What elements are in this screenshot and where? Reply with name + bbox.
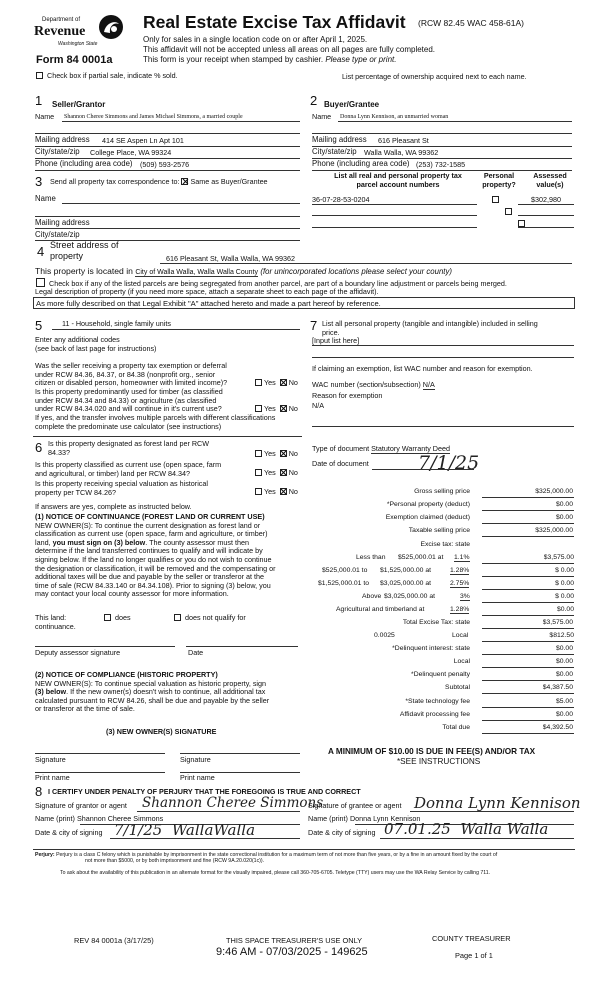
ag-timber-row <box>312 605 574 616</box>
buyer-name-label: Name <box>312 112 332 121</box>
located-value[interactable]: City of Walla Walla, Walla Walla County <box>135 269 258 276</box>
s6-q2-answers <box>253 469 298 478</box>
exemption-deduct-label: Exemption claimed (deduct) <box>385 514 470 521</box>
legal-description-box[interactable] <box>33 297 575 309</box>
q2a: Is this property predominantly used for timber (as classified <box>35 387 223 396</box>
total-state-row <box>312 618 574 629</box>
subtotal-row <box>312 683 574 694</box>
revenue-logo <box>34 14 124 54</box>
local-tax-row <box>312 631 574 642</box>
parcel-col1a: List all real and personal property tax <box>334 171 462 180</box>
s6-q1-no-label: No <box>288 449 298 458</box>
s6-q1-yes-label: Yes <box>264 449 276 458</box>
personal-property-checkbox-2[interactable] <box>505 208 512 215</box>
notice-continuance <box>35 513 305 599</box>
parcel-row2-underline <box>312 215 477 216</box>
s6-q3-answers <box>253 488 298 497</box>
processing-fee-value[interactable]: $0.00 <box>482 711 574 721</box>
notice2-line1: NEW OWNER(S): To continue special valuation as historic property, sign <box>35 678 267 688</box>
availability-note: To ask about the availability of this publication in an alternate format for the visually impaired, please call 360-705-6705. Teletype (TTY) users may use the WA Relay Service by calling 711. <box>60 870 491 876</box>
continuance-label: continuance. <box>35 622 76 631</box>
street-label-2: property <box>50 251 84 261</box>
additional-codes-line2: (see back of last page for instructions) <box>35 343 157 353</box>
total-state-label: Total Excise Tax: state <box>402 619 470 626</box>
notice2-line2a: (3) below <box>35 687 67 697</box>
section4-number: 4 <box>37 244 45 259</box>
q2-yes-checkbox[interactable] <box>255 405 262 412</box>
s6-q2-yes-checkbox[interactable] <box>255 469 262 476</box>
exemption-deduct-row <box>312 513 574 524</box>
section3-send-label: Send all property tax correspondence to: <box>50 177 180 186</box>
grantee-sig-label: Signature of grantee or agent <box>308 801 402 810</box>
seller-heading: Seller/Grantor <box>52 100 106 109</box>
parcel-col1b: parcel account numbers <box>356 179 440 189</box>
street-label <box>50 240 119 262</box>
q1-yes-checkbox[interactable] <box>255 379 262 386</box>
section2-number: 2 <box>310 93 318 108</box>
subtotal-label: Subtotal <box>445 684 470 691</box>
buyer-city-label: City/state/zip <box>312 147 357 156</box>
notice1-line3c: . The county assessor must then <box>145 537 249 547</box>
value-row1-underline <box>518 204 574 205</box>
owner-print1-label: Print name <box>35 773 70 782</box>
see-instructions-note: *SEE INSTRUCTIONS <box>397 757 481 766</box>
seller-city-label: City/state/zip <box>35 147 80 156</box>
seller-city[interactable]: College Place, WA 99324 <box>90 148 172 157</box>
bracket1-a: Less than <box>356 554 386 561</box>
personal-list-underline2 <box>312 357 574 358</box>
personal-property-instructions <box>322 320 538 337</box>
partial-sale-label: Check box if partial sale, indicate % sold. <box>47 71 178 80</box>
forest-question <box>48 440 209 457</box>
parcel-col-header-2 <box>474 172 524 189</box>
personal-deduct-label: *Personal property (deduct) <box>386 501 470 508</box>
q2b: under RCW 84.34 and 84.33) or agriculture (as classified <box>35 395 217 405</box>
seller-name[interactable]: Shannon Cheree Simmons and James Michael Simmons, a married couple <box>64 114 243 120</box>
tech-fee-value[interactable]: $5.00 <box>482 698 574 708</box>
header-line1: Only for sales in a single location code on or after April 1, 2025. <box>143 35 368 44</box>
delinquent-interest-value[interactable]: $0.00 <box>482 645 574 655</box>
ag-timber-value[interactable]: $0.00 <box>482 606 574 616</box>
s6-q2a: Is this property classified as current use (open space, farm <box>35 460 222 469</box>
total-due-row <box>312 723 574 734</box>
page-indicator: Page 1 of 1 <box>455 951 493 960</box>
historic-question <box>35 480 208 497</box>
logo-dept-line1: Department of <box>42 17 81 23</box>
seller-phone-underline <box>35 170 300 171</box>
bracket3-a: $1,525,000.01 to <box>318 580 370 587</box>
tech-fee-row <box>312 697 574 708</box>
grantee-sig-underline <box>410 811 574 812</box>
taxable-label: Taxable selling price <box>408 527 470 534</box>
s6-q3-yes-checkbox[interactable] <box>255 488 262 495</box>
notice2-line3: calculated pursuant to RCW 84.26, shall be due and payable by the seller <box>35 695 270 705</box>
deputy-date-underline <box>186 646 298 647</box>
gross-label: Gross selling price <box>414 488 470 495</box>
notice1-line1: NEW OWNER(S): To continue the current designation as forest land or <box>35 520 261 530</box>
q1b: under RCW 84.36, 84.37, or 84.38 (nonprofit org., senior <box>35 369 216 379</box>
s6-q1a: Is this property designated as forest land per RCW <box>48 439 209 448</box>
q1-yes-label: Yes <box>264 378 276 387</box>
section3-mailing-label: Mailing address <box>35 218 90 227</box>
logo-dept-line2: Revenue <box>34 24 86 39</box>
bracket2-row <box>312 566 574 577</box>
form-number: Form 84 0001a <box>36 54 113 66</box>
legal-description: As more fully described on that Legal Exhibit "A" attached hereto and made a part hereof by reference. <box>36 298 381 308</box>
q3a: If yes, and the transfer involves multiple parcels with different classifications <box>35 413 276 422</box>
notice2-title: (2) NOTICE OF COMPLIANCE (HISTORIC PROPERTY) <box>35 670 218 679</box>
section5-number: 5 <box>35 318 43 333</box>
doc-type-label: Type of document <box>312 444 370 453</box>
additional-codes-label <box>35 336 156 353</box>
timber-question <box>35 388 223 414</box>
s7-line1: List all personal property (tangible and intangible) included in selling <box>322 319 538 328</box>
section7-number: 7 <box>310 318 318 333</box>
use-code-underline <box>52 329 300 330</box>
s6-q2-no-label: No <box>288 468 298 477</box>
wac-row <box>312 381 435 390</box>
partial-sale-row <box>34 72 178 81</box>
bracket1-rate: 1.1% <box>454 554 470 561</box>
bracket4-b: $3,025,000.00 at <box>384 593 436 600</box>
delinquent-local-label: Local <box>453 658 470 665</box>
new-owner-signature-title: (3) NEW OWNER(S) SIGNATURE <box>106 727 217 736</box>
seller-mailing[interactable]: 414 SE Aspen Ln Apt 101 <box>102 136 184 145</box>
personal-property-checkbox-1[interactable] <box>492 196 499 203</box>
s6-q1-answers <box>253 450 298 459</box>
local-value[interactable]: $812.50 <box>482 632 574 642</box>
section3-name-underline <box>62 203 300 204</box>
property-street[interactable]: 616 Pleasant St, Walla Walla, WA 99362 <box>166 254 296 263</box>
bracket2-a: $525,000.01 to <box>322 567 368 574</box>
notice1-line9: may contact your local county assessor for more information. <box>35 589 229 599</box>
q1c: citizen or disabled person, homeowner with limited income)? <box>35 378 228 388</box>
processing-fee-row <box>312 710 574 721</box>
s7-line2: price. <box>322 327 340 337</box>
buyer-city[interactable]: Walla Walla, WA 99362 <box>364 148 439 157</box>
bracket3-row <box>312 579 574 590</box>
grantee-date-underline <box>380 838 574 839</box>
notice1-line4: determine if the land transferred continues to qualify and will indicate by <box>35 546 263 556</box>
same-as-buyer-checkbox[interactable] <box>181 178 188 185</box>
current-use-question <box>35 461 221 478</box>
delinquent-local-row <box>312 657 574 668</box>
total-state-value[interactable]: $3,575.00 <box>482 619 574 629</box>
street-label-1: Street address of <box>50 240 119 250</box>
doc-type-value[interactable]: Statutory Warranty Deed <box>371 444 450 453</box>
section3-number: 3 <box>35 174 43 189</box>
notice1-line8: time of sale (RCW 84.33.140 or 84.34.108). Prior to signing (3) below, you <box>35 580 271 590</box>
multiple-parcels-note <box>35 414 275 431</box>
wac-value[interactable]: N/A <box>422 380 435 389</box>
notice1-title: (1) NOTICE OF CONTINUANCE (FOREST LAND OR CURRENT USE) <box>35 512 265 521</box>
personal-deduct-value[interactable]: $0.00 <box>482 501 574 511</box>
grantee-name[interactable]: Donna Lynn Kennison <box>349 814 421 823</box>
parcel-number-1[interactable]: 36-07-28-53-0204 <box>312 195 370 204</box>
s6-q2b: and agricultural, or timber) land per RCW 84.34? <box>35 468 191 478</box>
county-treasurer-label: COUNTY TREASURER <box>432 934 511 943</box>
bracket3-b: $3,025,000.00 at <box>380 580 432 587</box>
section3-send-row <box>50 178 268 187</box>
doc-date-underline <box>372 469 474 470</box>
q3b: complete the predominate use calculator (see instructions) <box>35 421 222 431</box>
logo-swirl-icon <box>98 14 124 40</box>
seller-name-label: Name <box>35 112 55 121</box>
segregation-checkbox[interactable] <box>36 278 45 287</box>
minimum-fee-note: A MINIMUM OF $10.00 IS DUE IN FEE(S) AND/OR TAX <box>328 747 536 756</box>
owner-print2-label: Print name <box>180 773 215 782</box>
q1-answers <box>253 379 298 388</box>
reason-label: Reason for exemption <box>312 391 383 400</box>
taxable-price-row <box>312 526 574 537</box>
bracket4-a: Above <box>362 593 382 600</box>
perjury-text1: Perjury is a class C felony which is punishable by imprisonment in the state correctional institution for a maximum term of not more than five years, or by a fine in an amount fixed by the court of <box>56 852 498 858</box>
section1-number: 1 <box>35 93 43 108</box>
parcel-col-header-3 <box>524 172 576 189</box>
list-percentage-note: List percentage of ownership acquired next to each name. <box>342 72 527 81</box>
bracket1-b: $525,000.01 at <box>398 554 444 561</box>
s6-q3b: property per TCW 84.26? <box>35 487 116 497</box>
buyer-mailing-label: Mailing address <box>312 135 367 144</box>
exemption-deduct-value[interactable]: $0.00 <box>482 514 574 524</box>
s6-q3-yes-label: Yes <box>264 487 276 496</box>
perjury-line2: not more than $5000, or by both imprisonment and fine (RCW 9A.20.020(1c)). <box>85 858 265 865</box>
owner-sig1-underline[interactable] <box>35 753 165 754</box>
owner-sig2-underline[interactable] <box>180 753 300 754</box>
certify-statement: I CERTIFY UNDER PENALTY OF PERJURY THAT THE FOREGOING IS TRUE AND CORRECT <box>48 787 361 796</box>
notice2-line2b: . If the new owner(s) doesn't wish to continue, all additional tax <box>66 687 266 697</box>
bracket4-value[interactable]: $ 0.00 <box>482 593 574 603</box>
parcel-row3-underline <box>312 227 477 228</box>
grantee-signature[interactable]: Donna Lynn Kennison <box>414 794 581 812</box>
s6-q3-no-label: No <box>288 487 298 496</box>
gross-value[interactable]: $325,000.00 <box>482 488 574 498</box>
bracket4-row <box>312 592 574 603</box>
segregation-label: Check box if any of the listed parcels are being segregated from another parcel, are part of a boundary line adjustment or parcels being merged. <box>49 279 507 288</box>
seller-mailing-label: Mailing address <box>35 135 90 144</box>
parcel-col-header-1 <box>318 172 478 189</box>
treasurer-use-label: THIS SPACE TREASURER'S USE ONLY <box>226 936 363 945</box>
parcel-row1-underline <box>312 204 477 205</box>
grantee-date-city[interactable]: 07.01.25 Walla Walla <box>384 820 549 838</box>
q1-no-label: No <box>288 378 298 387</box>
use-code[interactable]: 11 - Household, single family units <box>62 319 171 328</box>
delinquent-penalty-label: *Delinquent penalty <box>411 671 470 678</box>
buyer-phone[interactable]: (253) 732-1585 <box>416 160 466 169</box>
excise-state-row <box>312 540 574 551</box>
header-line2: This affidavit will not be accepted unless all areas on all pages are fully completed. <box>143 45 436 54</box>
header-line3b: Please type or print. <box>325 55 397 64</box>
seller-phone-label: Phone (including area code) <box>35 159 133 168</box>
owner-sig1-label: Signature <box>35 755 66 764</box>
value-row3-underline <box>518 227 574 228</box>
does-checkbox[interactable] <box>104 614 111 621</box>
grantor-sig-underline <box>137 811 300 812</box>
total-due-value[interactable]: $4,392.50 <box>482 724 574 734</box>
notice1-line5: signing below. If the land no longer qualifies or you do not wish to continue <box>35 554 272 564</box>
reason-value[interactable]: N/A <box>312 401 324 410</box>
personal-property-checkbox-3[interactable] <box>518 220 525 227</box>
wac-label: WAC number (section/subsection) <box>312 380 421 389</box>
located-label: This property is located in <box>35 266 133 276</box>
seller-phone[interactable]: (509) 593-2576 <box>140 160 190 169</box>
s6-q3-no-checkbox[interactable] <box>280 488 287 495</box>
ag-timber-rate: 1.28% <box>450 606 470 613</box>
bracket2-value[interactable]: $ 0.00 <box>482 567 574 577</box>
subtotal-value[interactable]: $4,387.50 <box>482 684 574 694</box>
s6-q2-yes-label: Yes <box>264 468 276 477</box>
notice1-line3a: land, <box>35 537 53 547</box>
s6-q1-no-checkbox[interactable] <box>280 450 287 457</box>
rev-number: REV 84 0001a (3/17/25) <box>74 936 154 945</box>
located-note: (for unincorporated locations please select your county) <box>260 267 452 276</box>
s6-q2-no-checkbox[interactable] <box>280 469 287 476</box>
additional-codes-line1: Enter any additional codes <box>35 335 120 344</box>
receipt-stamp: 9:46 AM - 07/03/2025 - 149625 <box>216 946 368 958</box>
grantee-date-label: Date & city of signing <box>308 828 376 837</box>
delinquent-local-value[interactable]: $0.00 <box>482 658 574 668</box>
section3-extra-underline <box>35 216 300 217</box>
bracket1-row <box>312 553 574 564</box>
deputy-sig-label: Deputy assessor signature <box>35 648 121 657</box>
bracket4-rate: 3% <box>460 593 470 600</box>
doc-date-value[interactable]: 7/1/25 <box>418 452 480 474</box>
parcel-col2b: property? <box>482 179 516 189</box>
does-not-label: does not qualify for <box>185 613 246 622</box>
bracket3-value[interactable]: $ 0.00 <box>482 580 574 590</box>
delinquent-penalty-row <box>312 670 574 681</box>
grantor-name-label: Name (print) <box>35 814 75 823</box>
street-underline <box>160 263 572 264</box>
tech-fee-label: *State technology fee <box>405 698 470 705</box>
q2-yes-label: Yes <box>264 404 276 413</box>
bracket1-value[interactable]: $3,575.00 <box>482 554 574 564</box>
parcel-col2a: Personal <box>483 171 515 180</box>
ag-timber-label: Agricultural and timberland at <box>336 606 425 613</box>
answers-yes-note: If answers are yes, complete as instructed below. <box>35 502 192 511</box>
delinquent-interest-label: *Delinquent interest: state <box>392 645 470 652</box>
section6-number: 6 <box>35 440 43 455</box>
value-row2-underline <box>518 215 574 216</box>
delinquent-interest-row <box>312 644 574 655</box>
grantor-date-underline <box>110 838 300 839</box>
buyer-name[interactable]: Donna Lynn Kennison, an unmarried woman <box>340 114 449 120</box>
buyer-phone-label: Phone (including area code) <box>312 159 410 168</box>
local-label: Local <box>452 632 469 639</box>
partial-sale-checkbox[interactable] <box>36 72 43 79</box>
grantee-name-label: Name (print) <box>308 814 348 823</box>
notice2-line4: or transferor at the time of sale. <box>35 704 135 714</box>
notice-compliance <box>35 671 305 714</box>
delinquent-penalty-value[interactable]: $0.00 <box>482 671 574 681</box>
personal-property-list[interactable]: [Input list here] <box>312 336 360 345</box>
exemption-question <box>35 362 227 388</box>
perjury-rule <box>33 849 575 850</box>
taxable-value[interactable]: $325,000.00 <box>482 527 574 537</box>
this-land-label: This land: <box>35 613 67 622</box>
section3-same-label: Same as Buyer/Grantee <box>190 177 268 186</box>
excise-state-label: Excise tax: state <box>420 541 470 548</box>
s6-q3a: Is this property receiving special valuation as historical <box>35 479 208 488</box>
does-option <box>102 614 131 623</box>
q1a: Was the seller receiving a property tax exemption or deferral <box>35 361 227 370</box>
s6-q1b: 84.33? <box>48 447 70 457</box>
page-title: Real Estate Excise Tax Affidavit <box>143 12 406 32</box>
doc-date-label: Date of document <box>312 459 369 468</box>
grantor-date-city[interactable]: 7/1/25 WallaWalla <box>114 821 256 839</box>
located-row <box>35 266 452 276</box>
q2c: under RCW 84.34.020 and will continue in it's current use? <box>35 404 222 414</box>
q2-no-checkbox[interactable] <box>280 405 287 412</box>
deputy-sig-underline <box>35 646 175 647</box>
personal-list-underline1 <box>312 345 574 346</box>
does-label: does <box>115 613 131 622</box>
notice1-line6: the designation or classification, it will be removed and the compensating or <box>35 563 276 573</box>
does-not-option <box>172 614 246 623</box>
section3-mailing-underline <box>35 228 300 229</box>
seller-name-underline <box>62 121 300 122</box>
section8-number: 8 <box>35 784 43 799</box>
bracket2-b: $1,525,000.00 at <box>380 567 432 574</box>
notice1-line2: classification as current use (open space, farm and agriculture, or timber) <box>35 529 268 539</box>
logo-dept-line3: Washington State <box>58 41 98 47</box>
notice1-line7: additional taxes will be due and payable by the seller or transferor at the <box>35 572 264 582</box>
perjury-note <box>35 852 575 865</box>
section3-city-label: City/state/zip <box>35 230 80 239</box>
section5-bottom-rule <box>33 436 302 437</box>
bracket2-rate: 1.28% <box>450 567 470 574</box>
assessed-value-1[interactable]: $302,980 <box>531 195 561 204</box>
s6-q1-yes-checkbox[interactable] <box>255 450 262 457</box>
buyer-heading: Buyer/Grantee <box>324 100 380 109</box>
q1-no-checkbox[interactable] <box>280 379 287 386</box>
parcel-col3b: value(s) <box>536 179 564 189</box>
grantor-signature[interactable]: Shannon Cheree Simmons <box>142 795 324 811</box>
total-due-label: Total due <box>442 724 470 731</box>
local-rate: 0.0025 <box>374 632 395 639</box>
section3-name-label: Name <box>35 194 56 203</box>
reason-underline <box>312 426 574 427</box>
bracket3-rate: 2.75% <box>450 580 470 587</box>
legal-description-label: Legal description of property (if you need more space, attach a separate sheet to each page of the affidavit). <box>35 287 379 296</box>
notice1-line3b: you must sign on (3) below <box>52 537 146 547</box>
owner-sig2-label: Signature <box>180 755 211 764</box>
buyer-name-underline <box>338 121 572 122</box>
grantor-name[interactable]: Shannon Cheree Simmons <box>76 814 164 823</box>
parcel-col3a: Assessed <box>533 171 567 180</box>
gross-price-row <box>312 487 574 498</box>
header-line3a: This form is your receipt when stamped by cashier. <box>143 55 324 64</box>
buyer-mailing[interactable]: 616 Pleasant St <box>378 136 429 145</box>
buyer-extra-underline <box>312 133 572 134</box>
personal-deduct-row <box>312 500 574 511</box>
perjury-label: Perjury: <box>35 852 55 858</box>
processing-fee-label: Affidavit processing fee <box>399 711 470 718</box>
deputy-date-label: Date <box>188 648 204 657</box>
header-line3 <box>143 56 396 65</box>
seller-extra-underline <box>35 133 300 134</box>
rcw-reference: (RCW 82.45 WAC 458-61A) <box>418 18 524 28</box>
grantor-date-label: Date & city of signing <box>35 828 103 837</box>
exemption-claim-note: If claiming an exemption, list WAC number and reason for exemption. <box>312 364 533 373</box>
q2-no-label: No <box>288 404 298 413</box>
grantor-sig-label: Signature of grantor or agent <box>35 801 127 810</box>
does-not-checkbox[interactable] <box>174 614 181 621</box>
